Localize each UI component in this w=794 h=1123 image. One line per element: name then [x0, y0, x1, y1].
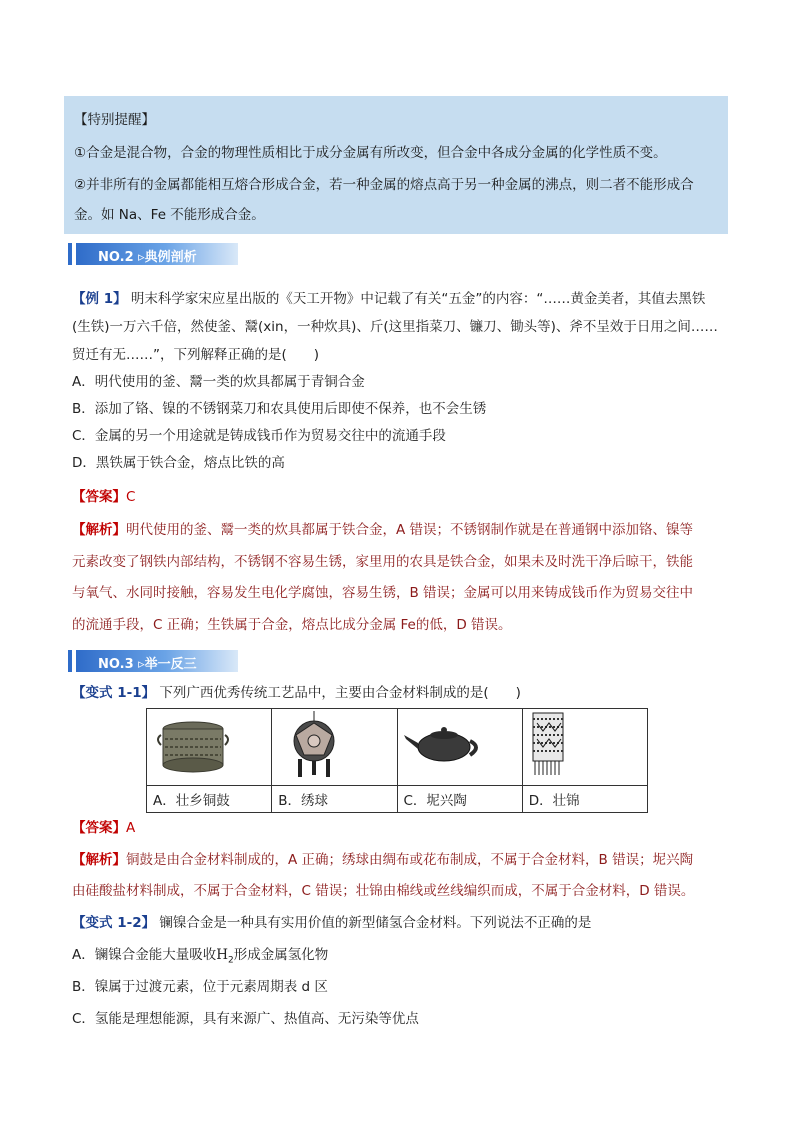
- bronze-drum-image: [147, 709, 272, 786]
- example-1-option-b: B．添加了铬、镍的不锈钢菜刀和农具使用后即使不保养，也不会生锈: [72, 401, 487, 417]
- section-header-typical-examples: [76, 243, 238, 265]
- example-1-stem-line1: 【例 1】 明末科学家宋应星出版的《天工开物》中记载了有关“五金”的内容：“……黄金美者，其值去黑铁: [72, 291, 706, 307]
- reminder-point-2: ②并非所有的金属都能相互熔合形成合金，若一种金属的熔点高于另一种金属的沸点，则二者不能形成合: [74, 177, 694, 193]
- embroidered-ball-image: [272, 709, 397, 786]
- special-reminder-box: [64, 96, 728, 234]
- variant-1-2-stem: 【变式 1-2】 镧镍合金是一种具有实用价值的新型储氢合金材料。下列说法不正确的是: [72, 915, 592, 931]
- section-label: NO.3 ▹举一反三: [98, 657, 197, 672]
- variant-1-1-answer: 【答案】A: [72, 820, 136, 836]
- option-caption-b: B．绣球: [272, 786, 397, 813]
- example-1-option-a: A．明代使用的釜、鬵一类的炊具都属于青铜合金: [72, 374, 365, 390]
- example-1-analysis-line3: 与氧气、水同时接触，容易发生电化学腐蚀，容易生锈，B 错误；金属可以用来铸成钱币作为贸易交往中: [72, 585, 694, 601]
- zhuang-brocade-image: [522, 709, 647, 786]
- example-1-stem-line3: 贸迁有无……”，下列解释正确的是( ): [72, 347, 320, 363]
- variant-1-2-option-c: C．氢能是理想能源，具有来源广、热值高、无污染等优点: [72, 1011, 419, 1027]
- example-1-analysis-line4: 的流通手段，C 正确；生铁属于合金，熔点比成分金属 Fe的低，D 错误。: [72, 617, 512, 633]
- option-caption-d: D．壮锦: [522, 786, 647, 813]
- reminder-title: 【特别提醒】: [74, 112, 155, 128]
- variant-1-1-analysis-line2: 由硅酸盐材料制成，不属于合金材料，C 错误；壮锦由棉线或丝线编织而成，不属于合金材料，D 错误。: [72, 883, 695, 899]
- example-1-option-d: D．黑铁属于铁合金，熔点比铁的高: [72, 455, 285, 471]
- example-1-analysis-line2: 元素改变了钢铁内部结构，不锈钢不容易生锈，家里用的农具是铁合金，如果未及时洗干净后晾干，铁能: [72, 554, 693, 570]
- option-caption-a: A．壮乡铜鼓: [147, 786, 272, 813]
- crafts-option-table: [146, 708, 648, 813]
- reminder-point-2-cont: 金。如 Na、Fe 不能形成合金。: [74, 207, 265, 223]
- section-label: NO.2 ▹典例剖析: [98, 250, 197, 265]
- option-caption-c: C．坭兴陶: [397, 786, 522, 813]
- reminder-point-1: ①合金是混合物，合金的物理性质相比于成分金属有所改变，但合金中各成分金属的化学性质不变。: [74, 145, 667, 161]
- variant-1-2-option-a: A．镧镍合金能大量吸收$H_2$形成金属氢化物: [72, 947, 329, 966]
- example-1-analysis-line1: 【解析】明代使用的釜、鬵一类的炊具都属于铁合金，A 错误；不锈钢制作就是在普通钢中添加铬、镍等: [72, 522, 694, 538]
- example-1-option-c: C．金属的另一个用途就是铸成钱币作为贸易交往中的流通手段: [72, 428, 446, 444]
- variant-1-1-analysis-line1: 【解析】铜鼓是由合金材料制成的，A 正确；绣球由绸布或花布制成，不属于合金材料，B 错误；坭兴陶: [72, 852, 694, 868]
- example-1-answer: 【答案】C: [72, 489, 136, 505]
- teapot-image: [397, 709, 522, 786]
- variant-1-2-option-b: B．镍属于过渡元素，位于元素周期表 d 区: [72, 979, 328, 995]
- variant-1-1-stem: 【变式 1-1】 下列广西优秀传统工艺品中，主要由合金材料制成的是( ): [72, 685, 521, 701]
- example-1-stem-line2: (生铁)一万六千倍，然使釜、鬵(xin，一种炊具)、斤(这里指菜刀、镰刀、锄头等)、斧不呈效于日用之间……: [72, 319, 718, 335]
- section-header-practice: [76, 650, 238, 672]
